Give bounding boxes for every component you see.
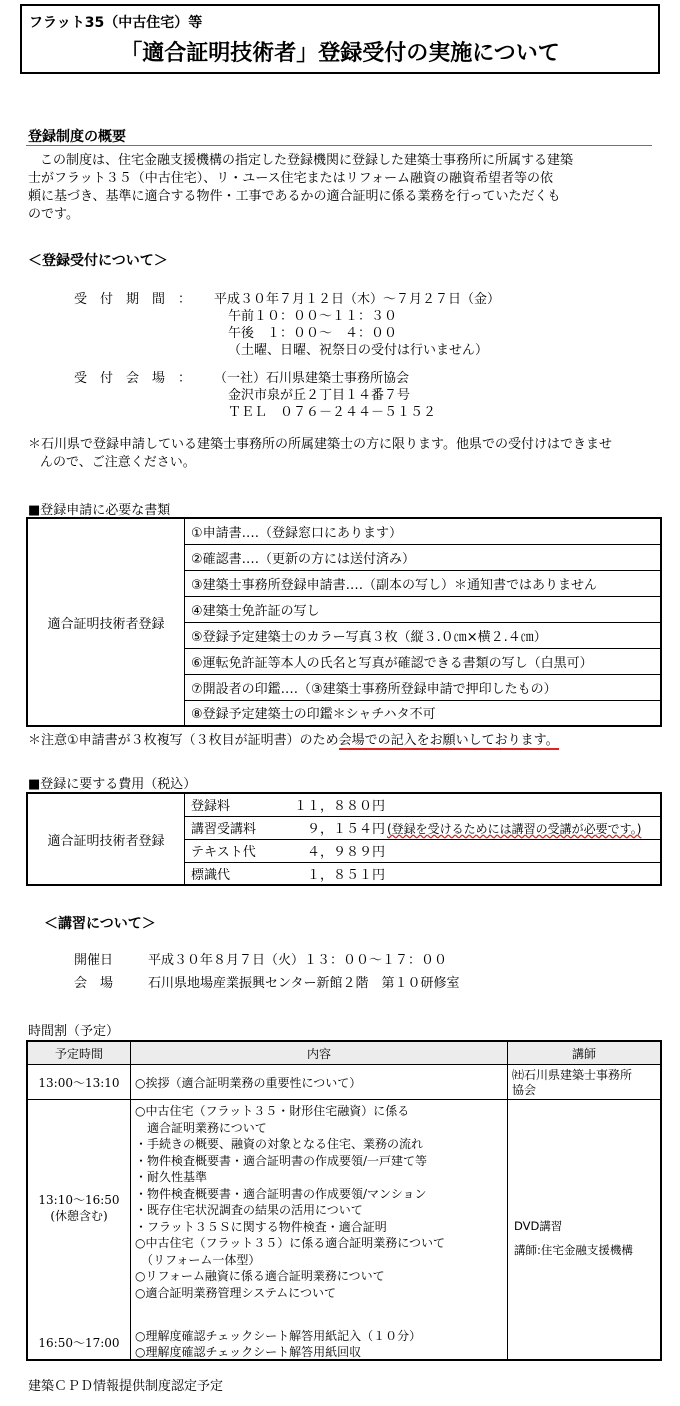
timetable-lecturer — [508, 1065, 662, 1100]
lecture-date-label: 開催日 — [74, 953, 114, 968]
fee-amount: ９，１５４円 — [306, 822, 385, 837]
fee-name: 標識代 — [185, 862, 282, 885]
reception-venue-label: 受 付 会 場 ： — [74, 371, 192, 386]
document-item: ③建築士事務所登録申請書‥‥（副本の写し）＊通知書ではありません — [185, 570, 662, 596]
timetable-lecturer — [514, 1214, 633, 1262]
lecture-heading: ＜講習について＞ — [44, 916, 156, 932]
fees-table — [26, 792, 662, 886]
fee-amount-cell — [281, 839, 661, 862]
document-title: 「適合証明技術者」登録受付の実施について — [120, 41, 560, 66]
fee-name: 講習受講料 — [185, 816, 282, 839]
documents-note-emphasis: 会場での記入をお願いしております。 — [338, 733, 559, 748]
reception-venue-line-1: （一社）石川県建築士事務所協会 — [214, 371, 410, 386]
title-box — [20, 4, 660, 74]
time-note: (休憩含む) — [50, 1209, 108, 1223]
overview-line-2: 士がフラット３５（中古住宅）、リ・ユース住宅またはリフォーム融資の融資希望者等の依 — [28, 171, 553, 186]
overview-line-4: のです。 — [28, 207, 79, 222]
reception-period-line-1: 平成３０年７月１２日（木）～７月２７日（金） — [214, 292, 501, 307]
content-line: ・既存住宅状況調査の結果の活用について — [135, 1203, 363, 1217]
content-line: ○適合証明業務管理システムについて — [135, 1285, 337, 1300]
document-item: ⑥運転免許証等本人の氏名と写真が確認できる書類の写し（白黒可） — [185, 648, 662, 674]
document-item: ④建築士免許証の写し — [185, 596, 662, 622]
content-line: ・手続きの概要、融資の対象となる住宅、業務の流れ — [135, 1137, 424, 1151]
documents-note-prefix: ＊注意①申請書が３枚複写（３枚目が証明書）のため — [28, 733, 339, 748]
time-line: 13:10～16:50 — [38, 1193, 120, 1207]
content-line: ・物件検査概要書・適合証明書の作成要領/一戸建て等 — [135, 1153, 428, 1168]
timetable-header-content: 内容 — [131, 1041, 508, 1065]
footer-note: 建築ＣＰＤ情報提供制度認定予定 — [28, 1379, 224, 1394]
timetable-lecturer-cell — [508, 1100, 662, 1360]
overview-line-1: この制度は、住宅金融支援機構の指定した登録機関に登録した建築士事務所に所属する建築 — [40, 153, 574, 168]
timetable-time-2: 16:50～17:00 — [38, 1336, 120, 1350]
fee-amount-cell — [281, 793, 661, 816]
timetable-content-cell — [131, 1100, 508, 1360]
content-line: （リフォーム一体型） — [135, 1252, 261, 1267]
content-line: ○理解度確認チェックシート解答用紙記入（１０分） — [135, 1329, 422, 1343]
timetable-content — [135, 1101, 506, 1301]
reception-period-line-4: （土曜、日曜、祝祭日の受付は行いません） — [228, 343, 489, 358]
timetable-time: 13:00～13:10 — [27, 1065, 131, 1100]
reception-note-line-2: んので、ご注意ください。 — [40, 455, 196, 470]
reception-note-line-1: ＊石川県で登録申請している建築士事務所の所属建築士の方に限ります。他県での受付けはできませ — [28, 437, 612, 452]
reception-period-label: 受 付 期 間 ： — [74, 292, 192, 307]
fee-name: 登録料 — [185, 793, 282, 816]
lecturer-line: ㈳石川県建築士事務所 — [512, 1068, 633, 1082]
documents-heading: ■登録申請に必要な書類 — [28, 503, 171, 518]
timetable-content-2 — [135, 1328, 421, 1360]
document-item: ⑤登録予定建築士のカラー写真３枚（縦３.０㎝×横２.４㎝） — [185, 622, 662, 648]
lecture-date-value: 平成３０年８月７日（火）１３：００～１７：００ — [148, 953, 448, 968]
document-item: ⑦開設者の印鑑‥‥（③建築士事務所登録申請で押印したもの） — [185, 674, 662, 700]
timetable-header-time: 予定時間 — [27, 1041, 131, 1065]
content-line: ・耐久性基準 — [135, 1170, 208, 1184]
timetable-content: ○挨拶（適合証明業務の重要性について） — [131, 1065, 508, 1100]
timetable-heading: 時間割（予定） — [28, 1024, 120, 1039]
reception-heading: ＜登録受付について＞ — [28, 253, 168, 269]
document-subtitle: フラット35（中古住宅）等 — [29, 15, 203, 31]
content-line: 適合証明業務について — [135, 1120, 267, 1135]
documents-note — [28, 729, 559, 748]
timetable-table — [26, 1040, 662, 1361]
reception-period-line-3: 午後 １：００～ ４：００ — [228, 326, 398, 341]
documents-table — [26, 517, 662, 727]
document-item: ②確認書‥‥（更新の方には送付済み） — [185, 544, 662, 570]
content-line: ○理解度確認チェックシート解答用紙回収 — [135, 1345, 362, 1359]
fee-amount: １，８５１円 — [306, 867, 385, 883]
reception-period-line-2: 午前１０：００～１１：３０ — [228, 309, 398, 324]
lecturer-line: 講師:住宅金融支援機構 — [514, 1243, 633, 1257]
fee-note: (登録を受けるためには講習の受講が必要です。) — [387, 822, 642, 836]
fee-name: テキスト代 — [185, 839, 282, 862]
fees-heading: ■登録に要する費用（税込） — [28, 777, 197, 792]
content-line: ・物件検査概要書・適合証明書の作成要領/マンション — [135, 1186, 427, 1201]
content-line: ・フラット３５Ｓに関する物件検査・適合証明 — [135, 1219, 387, 1234]
overview-line-3: 頼に基づき、基準に適合する物件・工事であるかの適合証明に係る業務を行っていただくも — [28, 189, 561, 204]
content-line: ○リフォーム融資に係る適合証明業務について — [135, 1269, 385, 1283]
timetable-time — [28, 1192, 130, 1224]
fee-amount-cell — [281, 816, 661, 839]
lecture-venue-label: 会 場 — [74, 976, 114, 991]
document-item: ①申請書‥‥（登録窓口にあります） — [185, 518, 662, 544]
overview-heading: 登録制度の概要 — [28, 129, 126, 145]
reception-venue-line-3: ＴＥＬ ０７６－２４４－５１５２ — [228, 405, 437, 420]
timetable-header-lecturer: 講師 — [508, 1041, 662, 1065]
lecturer-line: DVD講習 — [514, 1219, 563, 1233]
document-item: ⑧登録予定建築士の印鑑＊シャチハタ不可 — [185, 700, 662, 726]
timetable-time-cell — [27, 1100, 131, 1360]
heading-underline — [26, 145, 652, 146]
fee-amount: ４，９８９円 — [306, 845, 385, 860]
fees-category: 適合証明技術者登録 — [27, 793, 185, 885]
content-line: ○中古住宅（フラット３５）に係る適合証明業務について — [135, 1236, 445, 1250]
lecturer-line: 協会 — [512, 1083, 537, 1097]
documents-category: 適合証明技術者登録 — [27, 518, 185, 726]
lecture-venue-value: 石川県地場産業振興センター新館２階 第１０研修室 — [148, 976, 460, 991]
fee-amount: １１，８８０円 — [293, 799, 385, 815]
content-line: ○中古住宅（フラット３５・財形住宅融資）に係る — [135, 1104, 410, 1118]
fee-amount-cell — [281, 862, 661, 885]
reception-venue-line-2: 金沢市泉が丘２丁目１４番７号 — [228, 388, 411, 403]
